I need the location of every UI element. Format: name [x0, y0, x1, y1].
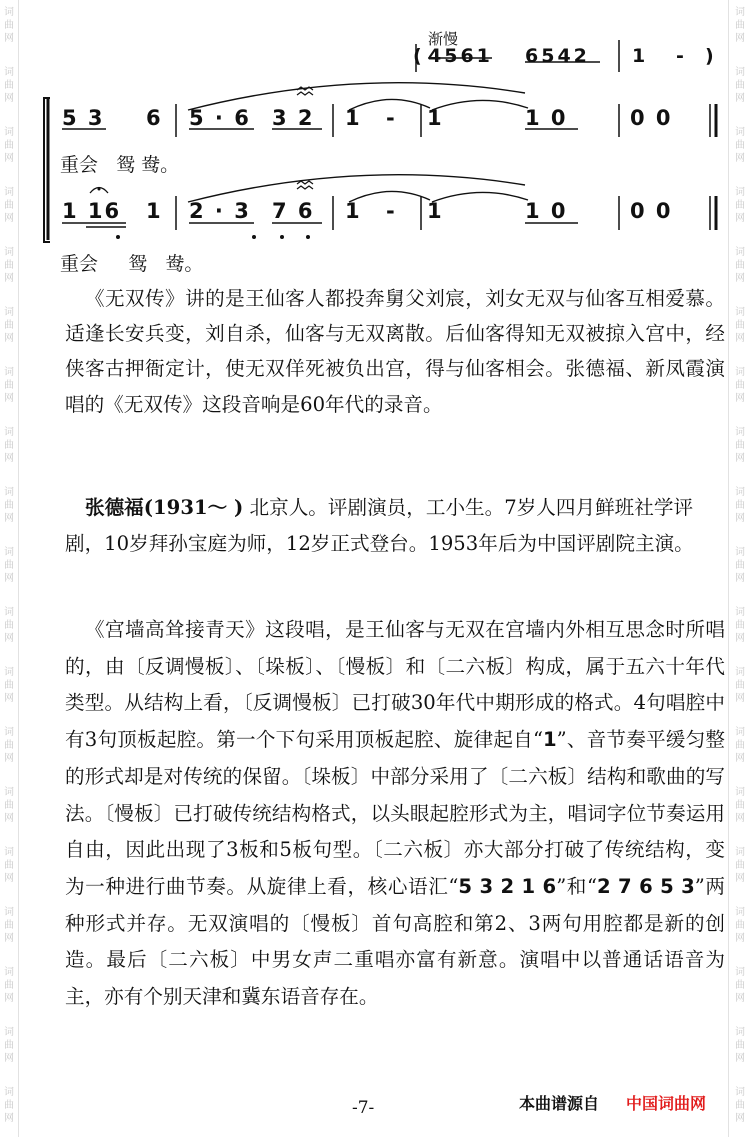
- watermark-char: 网: [735, 993, 745, 1004]
- watermark-char: 曲: [4, 1100, 14, 1111]
- watermark-char: 网: [735, 633, 745, 644]
- watermark-char: 词: [4, 1027, 14, 1038]
- watermark-char: 词: [4, 667, 14, 678]
- watermark-char: 词: [4, 967, 14, 978]
- watermark-char: 网: [4, 153, 14, 164]
- watermark-char: 网: [735, 813, 745, 824]
- watermark-char: 曲: [4, 800, 14, 811]
- watermark-char: 词: [4, 187, 14, 198]
- motif-2: 2 7 6 5 3: [597, 874, 695, 898]
- watermark-char: 词: [4, 727, 14, 738]
- watermark-char: 网: [4, 273, 14, 284]
- watermark-char: 词: [735, 1027, 745, 1038]
- watermark-char: 网: [735, 393, 745, 404]
- watermark-char: 词: [735, 607, 745, 618]
- watermark-char: 网: [4, 813, 14, 824]
- watermark-char: 网: [4, 213, 14, 224]
- watermark-char: 网: [735, 693, 745, 704]
- lower-note: 1: [345, 199, 362, 223]
- lower-note: 1: [427, 199, 444, 223]
- analysis-text-d: ”两种形式并存。无双演唱的〔慢板〕首句高腔和第2、3两句用腔都是新的创造。最后〔二六板〕中男女声二重唱亦富有新意。演唱中以普通话语音为主，亦有个别天津和冀东语音存在。: [65, 874, 725, 1009]
- watermark-char: 曲: [4, 80, 14, 91]
- lower-note: -: [386, 199, 397, 223]
- watermark-char: 网: [4, 693, 14, 704]
- bio-text: 北京人。评剧演员，工小生。7岁人四月鲜班社学评剧，10岁拜孙宝庭为师，12岁正式登台。1953年后为中国评剧院主演。: [65, 496, 694, 555]
- top-parenthesis-open: (: [413, 45, 425, 67]
- top-notes-b: 6542: [525, 45, 590, 67]
- watermark-char: 网: [735, 93, 745, 104]
- analysis-text-c: ”和“: [556, 874, 597, 898]
- watermark-char: 网: [735, 753, 745, 764]
- watermark-char: 曲: [735, 320, 745, 331]
- watermark-char: 曲: [735, 1040, 745, 1051]
- watermark-char: 词: [4, 247, 14, 258]
- bio-name: 张德福(1931～ ): [85, 496, 244, 519]
- watermark-char: 曲: [4, 620, 14, 631]
- analysis-text-a: 《宫墙高耸接青天》这段唱，是王仙客与无双在宫墙内外相互思念时所唱的，由〔反调慢板〕、〔垛板〕、〔慢板〕和〔二六板〕构成，属于五六十年代类型。从结构上看，〔反调慢板〕已打破30年代中期形成的格式。4句唱腔中有3句顶板起腔。第一个下句采用顶板起腔、旋律起自“: [65, 618, 725, 752]
- watermark-char: 曲: [735, 380, 745, 391]
- watermark-char: 网: [735, 933, 745, 944]
- watermark-char: 曲: [4, 320, 14, 331]
- watermark-char: 词: [735, 247, 745, 258]
- watermark-char: 词: [4, 1087, 14, 1098]
- upper-note: 0 0: [630, 106, 673, 130]
- watermark-char: 词: [4, 367, 14, 378]
- watermark-char: 词: [4, 67, 14, 78]
- watermark-char: 曲: [4, 860, 14, 871]
- upper-note: 3 2: [272, 106, 315, 130]
- watermark-char: 网: [4, 753, 14, 764]
- motif-1: 5 3 2 1 6: [458, 874, 557, 898]
- watermark-char: 词: [4, 847, 14, 858]
- watermark-char: 曲: [735, 800, 745, 811]
- watermark-char: 词: [4, 547, 14, 558]
- lower-note: 1 0: [525, 199, 568, 223]
- watermark-char: 曲: [735, 680, 745, 691]
- watermark-char: 网: [735, 213, 745, 224]
- watermark-char: 曲: [735, 500, 745, 511]
- top-parenthesis-close: ): [705, 45, 717, 67]
- watermark-char: 网: [735, 153, 745, 164]
- watermark-char: 词: [735, 727, 745, 738]
- watermark-char: 曲: [4, 980, 14, 991]
- watermark-char: 词: [735, 787, 745, 798]
- watermark-char: 曲: [4, 680, 14, 691]
- top-notes-c: 1: [632, 45, 649, 67]
- octave-dot: [280, 235, 284, 239]
- watermark-char: 词: [735, 427, 745, 438]
- lower-note: 2 · 3: [189, 199, 251, 223]
- octave-dot: [252, 235, 256, 239]
- top-notes-a: 4561: [428, 45, 493, 67]
- watermark-char: 词: [735, 1087, 745, 1098]
- watermark-char: 网: [4, 993, 14, 1004]
- upper-note: 6: [146, 106, 163, 130]
- watermark-char: 曲: [4, 380, 14, 391]
- watermark-char: 词: [4, 7, 14, 18]
- watermark-char: 词: [735, 667, 745, 678]
- watermark-char: 网: [4, 933, 14, 944]
- top-notes-d: -: [676, 45, 687, 67]
- watermark-char: 网: [4, 1113, 14, 1124]
- watermark-char: 网: [4, 873, 14, 884]
- watermark-char: 网: [4, 333, 14, 344]
- site-name-link[interactable]: 中国词曲网: [626, 1094, 707, 1113]
- watermark-char: 词: [735, 127, 745, 138]
- upper-note: 1: [427, 106, 444, 130]
- watermark-char: 网: [4, 513, 14, 524]
- watermark-char: 网: [735, 513, 745, 524]
- watermark-char: 曲: [735, 620, 745, 631]
- watermark-char: 词: [735, 307, 745, 318]
- analysis-note-one: 1: [542, 728, 557, 752]
- paragraph-wushuang-story: [65, 281, 725, 422]
- watermark-char: 曲: [735, 980, 745, 991]
- analysis-text-b: ”、音节奏平缓匀整的形式却是对传统的保留。〔垛板〕中部分采用了〔二六板〕结构和歌曲的写法。〔慢板〕已打破传统结构格式，以头眼起腔形式为主，唱词字位节奏运用自由，因此出现了3板和5板句型。〔二六板〕亦大部分打破了传统结构，变为一种进行曲节奏。从旋律上看，核心语汇“: [65, 728, 725, 898]
- watermark-char: 词: [4, 307, 14, 318]
- watermark-char: 曲: [735, 1100, 745, 1111]
- watermark-char: 词: [4, 607, 14, 618]
- watermark-char: 网: [735, 333, 745, 344]
- watermark-char: 曲: [735, 20, 745, 31]
- watermark-char: 网: [735, 1113, 745, 1124]
- page-number: -7-: [352, 1098, 375, 1118]
- watermark-char: 网: [4, 1053, 14, 1064]
- watermark-char: 曲: [735, 440, 745, 451]
- upper-note: -: [386, 106, 397, 130]
- watermark-char: 网: [4, 393, 14, 404]
- watermark-char: 词: [735, 547, 745, 558]
- upper-lyrics: 重会 鸳 鸯。: [60, 154, 180, 176]
- watermark-char: 曲: [735, 740, 745, 751]
- upper-note: 5 · 6: [189, 106, 251, 130]
- watermark-char: 词: [735, 487, 745, 498]
- octave-dot: [116, 235, 120, 239]
- watermark-char: 网: [4, 453, 14, 464]
- watermark-char: 网: [4, 573, 14, 584]
- watermark-char: 曲: [4, 260, 14, 271]
- watermark-char: 曲: [735, 920, 745, 931]
- watermark-char: 曲: [4, 200, 14, 211]
- watermark-char: 词: [4, 127, 14, 138]
- upper-note: 1 0: [525, 106, 568, 130]
- watermark-char: 曲: [4, 920, 14, 931]
- score-graphics: [0, 0, 750, 290]
- watermark-char: 词: [735, 187, 745, 198]
- lower-note: 0 0: [630, 199, 673, 223]
- watermark-char: 曲: [4, 1040, 14, 1051]
- watermark-char: 网: [4, 633, 14, 644]
- watermark-char: 曲: [4, 140, 14, 151]
- paragraph-analysis: [65, 612, 725, 1016]
- fermata-dot: [98, 188, 101, 191]
- watermark-char: 词: [4, 427, 14, 438]
- paragraph-zhang-defu-bio: [65, 490, 725, 561]
- lower-note: 7 6: [272, 199, 315, 223]
- lower-note: 1 16: [62, 199, 122, 223]
- watermark-char: 曲: [735, 260, 745, 271]
- watermark-char: 网: [735, 1053, 745, 1064]
- watermark-char: 曲: [735, 860, 745, 871]
- octave-dot: [306, 235, 310, 239]
- watermark-char: 曲: [735, 560, 745, 571]
- watermark-char: 网: [4, 33, 14, 44]
- watermark-char: 曲: [4, 740, 14, 751]
- watermark-char: 词: [4, 907, 14, 918]
- watermark-char: 曲: [735, 200, 745, 211]
- slur: [432, 100, 528, 110]
- trill-mark: [297, 186, 313, 189]
- watermark-char: 网: [735, 33, 745, 44]
- slur: [432, 192, 528, 202]
- watermark-char: 网: [735, 573, 745, 584]
- watermark-char: 曲: [4, 500, 14, 511]
- watermark-char: 网: [735, 453, 745, 464]
- watermark-char: 网: [735, 273, 745, 284]
- lower-lyrics: 重会 鸳 鸯。: [60, 253, 204, 275]
- trill-mark: [297, 92, 313, 95]
- paragraph-text: 《无双传》讲的是王仙客人都投奔舅父刘宸，刘女无双与仙客互相爱慕。适逢长安兵变，刘自杀，仙客与无双离散。后仙客得知无双被掠入宫中，经侠客古押衙定计，使无双佯死被负出宫，得与仙客相会。张德福、新凤霞演唱的《无双传》这段音响是60年代的录音。: [65, 287, 725, 416]
- watermark-char: 词: [735, 847, 745, 858]
- watermark-char: 词: [4, 787, 14, 798]
- watermark-char: 曲: [735, 80, 745, 91]
- watermark-char: 词: [735, 7, 745, 18]
- watermark-char: 词: [4, 487, 14, 498]
- watermark-char: 网: [735, 873, 745, 884]
- upper-note: 1: [345, 106, 362, 130]
- watermark-char: 曲: [4, 440, 14, 451]
- watermark-char: 词: [735, 967, 745, 978]
- watermark-char: 网: [4, 93, 14, 104]
- watermark-char: 词: [735, 907, 745, 918]
- source-label: 本曲谱源自: [519, 1094, 600, 1113]
- lower-note: 1: [146, 199, 163, 223]
- watermark-char: 词: [735, 367, 745, 378]
- watermark-char: 曲: [735, 140, 745, 151]
- tempo-mark: 渐慢: [428, 30, 459, 48]
- watermark-char: 曲: [4, 20, 14, 31]
- watermark-char: 词: [735, 67, 745, 78]
- watermark-char: 曲: [4, 560, 14, 571]
- upper-note: 5 3: [62, 106, 105, 130]
